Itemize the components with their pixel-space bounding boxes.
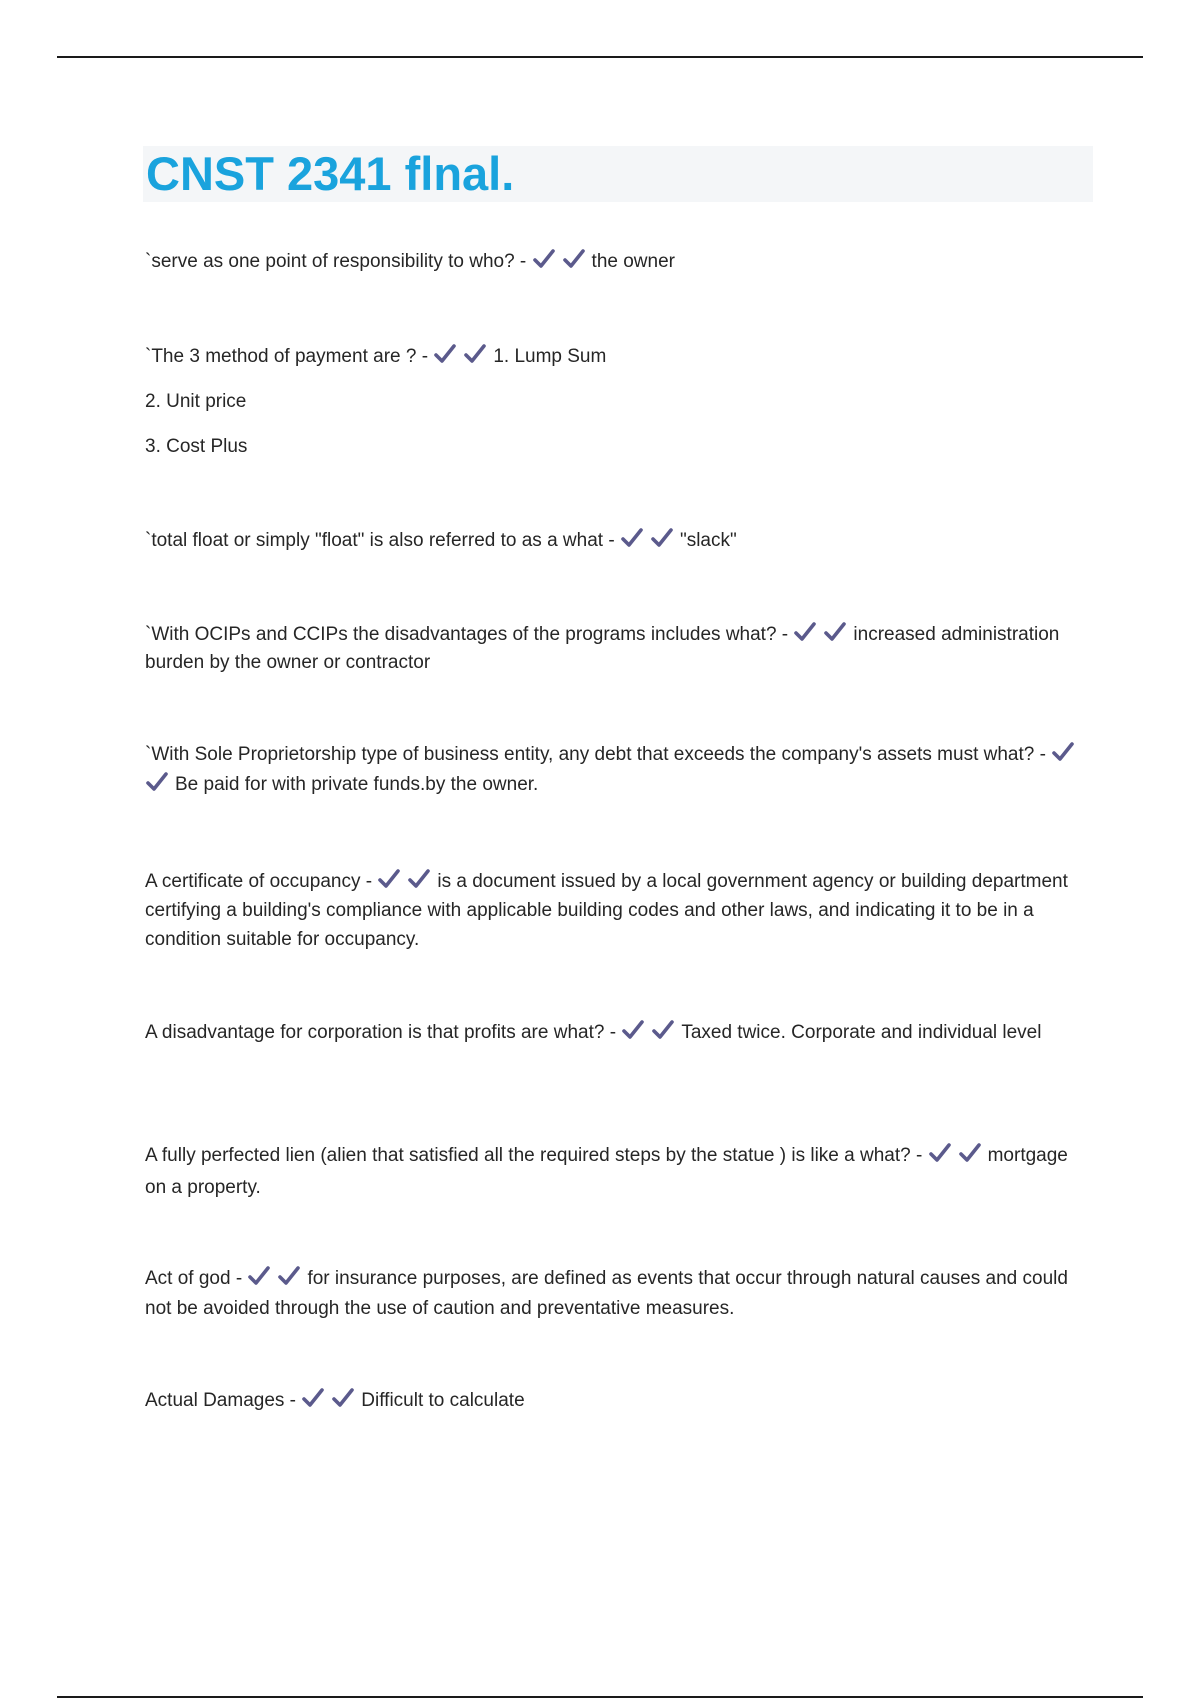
separator: - xyxy=(603,530,620,551)
check-icon xyxy=(463,343,487,365)
answer-text: 1. Lump Sum xyxy=(493,346,607,367)
answer-text: for insurance purposes, are defined as events that occur through natural causes and could not be avoided through the use of caution and preventative measures. xyxy=(145,1268,1068,1319)
answer-text: Difficult to calculate xyxy=(361,1390,525,1411)
question-text: A certificate of occupancy xyxy=(145,871,361,892)
separator: - xyxy=(1034,744,1052,765)
check-icon xyxy=(532,248,556,270)
separator: - xyxy=(360,871,378,892)
check-icon xyxy=(651,1019,675,1041)
separator: - xyxy=(910,1145,928,1166)
check-icon xyxy=(1051,741,1075,763)
separator: - xyxy=(230,1268,248,1289)
check-icon xyxy=(433,343,457,365)
flashcard-entry xyxy=(145,1386,1085,1416)
check-icon xyxy=(620,527,644,549)
check-icon xyxy=(562,248,586,270)
flashcard-entry xyxy=(145,1264,1085,1324)
entry-text xyxy=(145,247,1085,277)
answer-text: is a document issued by a local government agency or building department certifying a building's compliance with applicable building codes and other laws, and indicating it to be in a condition suitable for occupancy. xyxy=(145,871,1068,950)
answer-text: Be paid for with private funds.by the owner. xyxy=(175,774,539,795)
document-title: CNST 2341 flnal. xyxy=(146,147,515,200)
entry-text xyxy=(145,867,1085,954)
check-icon xyxy=(301,1387,325,1409)
answer-text: the owner xyxy=(591,251,675,272)
entry-text xyxy=(145,1264,1085,1324)
flashcard-entry xyxy=(145,867,1085,954)
entry-text xyxy=(145,621,1085,677)
separator: - xyxy=(284,1390,302,1411)
flashcard-entry xyxy=(145,1140,1085,1204)
check-icon xyxy=(377,868,401,890)
check-icon xyxy=(650,527,674,549)
entry-text xyxy=(145,342,1085,372)
question-text: Actual Damages xyxy=(145,1390,285,1411)
question-text: `With OCIPs and CCIPs the disadvantages of the programs includes what? xyxy=(145,624,777,645)
question-text: `total float or simply "float" is also referred to as a what xyxy=(145,530,604,551)
check-icon xyxy=(621,1019,645,1041)
bottom-rule xyxy=(57,1696,1143,1698)
flashcard-entry xyxy=(145,740,1085,800)
flashcard-entry xyxy=(145,621,1085,677)
flashcard-entry xyxy=(145,247,1085,277)
entry-text xyxy=(145,1018,1085,1048)
entry-text xyxy=(145,1140,1085,1204)
check-icon xyxy=(247,1265,271,1287)
entry-text xyxy=(145,740,1085,800)
question-text: Act of god xyxy=(145,1268,231,1289)
check-icon xyxy=(331,1387,355,1409)
answer-text: increased administration burden by the owner or contractor xyxy=(145,624,1060,673)
separator: - xyxy=(776,624,794,645)
answer-text: mortgage on a property. xyxy=(145,1145,1068,1198)
answer-text: Taxed twice. Corporate and individual level xyxy=(681,1022,1042,1043)
top-rule xyxy=(57,56,1143,58)
entry-text xyxy=(145,526,1085,556)
separator: - xyxy=(514,251,532,272)
separator: - xyxy=(416,346,434,367)
entry-text xyxy=(145,1386,1085,1416)
check-icon xyxy=(958,1142,982,1164)
flashcard-entry xyxy=(145,342,1085,462)
question-text: A disadvantage for corporation is that profits are what? xyxy=(145,1022,605,1043)
answer-line: 2. Unit price xyxy=(145,391,247,412)
check-icon xyxy=(823,621,847,643)
check-icon xyxy=(928,1142,952,1164)
flashcard-entry xyxy=(145,526,1085,556)
flashcard-entry xyxy=(145,1018,1085,1048)
check-icon xyxy=(145,771,169,793)
question-text: `With Sole Proprietorship type of business entity, any debt that exceeds the company's assets must what? xyxy=(145,744,1035,765)
question-text: `The 3 method of payment are ? xyxy=(145,346,417,367)
separator: - xyxy=(604,1022,622,1043)
answer-line: 3. Cost Plus xyxy=(145,436,248,457)
question-text: A fully perfected lien (alien that satisfied all the required steps by the statue ) is like a what? xyxy=(145,1145,911,1166)
answer-text: "slack" xyxy=(679,530,737,551)
check-icon xyxy=(277,1265,301,1287)
check-icon xyxy=(407,868,431,890)
question-text: `serve as one point of responsibility to who? xyxy=(145,251,515,272)
check-icon xyxy=(793,621,817,643)
